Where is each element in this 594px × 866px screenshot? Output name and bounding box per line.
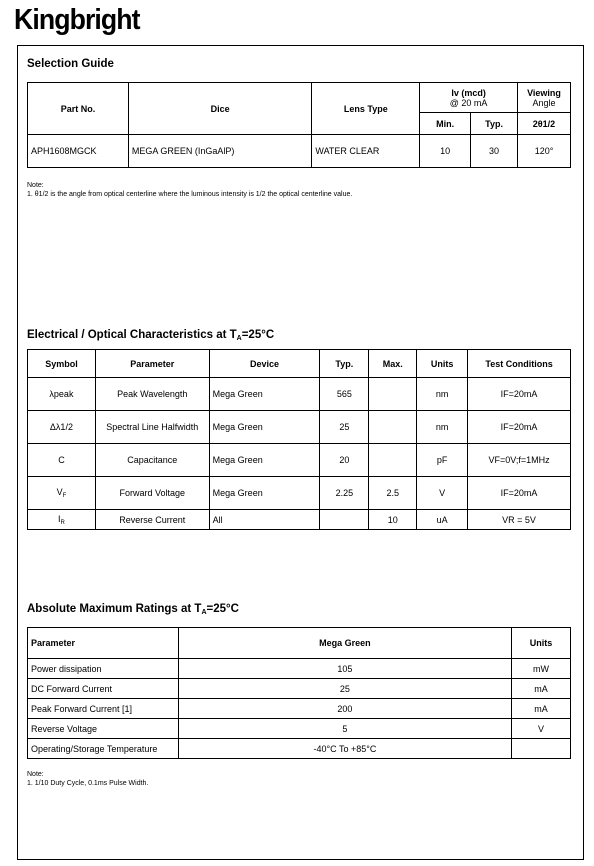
cell-lens: WATER CLEAR <box>312 135 420 168</box>
cell-parameter: Peak Wavelength <box>95 378 209 411</box>
cell-units: mW <box>512 659 571 679</box>
cell-conditions: VF=0V;f=1MHz <box>468 444 571 477</box>
cell-symbol: C <box>28 444 96 477</box>
header-lens-type: Lens Type <box>312 83 420 135</box>
electrical-title-sub: A <box>236 335 242 342</box>
header-test-conditions: Test Conditions <box>468 350 571 378</box>
cell-parameter: DC Forward Current <box>28 679 179 699</box>
absolute-title-tail: =25°C <box>206 603 239 615</box>
header-theta: 2θ1/2 <box>518 113 571 135</box>
cell-conditions: VR = 5V <box>468 510 571 530</box>
table-row <box>28 679 571 699</box>
table-row <box>28 510 571 530</box>
cell-max <box>369 378 417 411</box>
cell-typ <box>320 510 369 530</box>
absolute-ratings-table <box>27 627 571 759</box>
table-row <box>28 378 571 411</box>
cell-conditions: IF=20mA <box>468 477 571 510</box>
symbol-sub: F <box>62 493 67 499</box>
cell-symbol: Δλ1/2 <box>28 411 96 444</box>
cell-parameter: Spectral Line Halfwidth <box>95 411 209 444</box>
cell-parameter: Capacitance <box>95 444 209 477</box>
cell-value: 25 <box>178 679 511 699</box>
table-row <box>28 699 571 719</box>
cell-value: -40°C To +85°C <box>178 739 511 759</box>
cell-value: 105 <box>178 659 511 679</box>
electrical-title <box>27 329 274 342</box>
cell-units <box>512 739 571 759</box>
absolute-note-text: 1. 1/10 Duty Cycle, 0.1ms Pulse Width. <box>27 780 149 787</box>
cell-conditions: IF=20mA <box>468 378 571 411</box>
table-row <box>28 411 571 444</box>
cell-max: 10 <box>369 510 417 530</box>
table-row <box>28 719 571 739</box>
cell-parameter: Operating/Storage Temperature <box>28 739 179 759</box>
cell-parameter: Power dissipation <box>28 659 179 679</box>
electrical-title-main: Electrical / Optical Characteristics at T <box>27 329 237 341</box>
header-part-no: Part No. <box>28 83 129 135</box>
cell-device: All <box>209 510 320 530</box>
table-row <box>28 739 571 759</box>
header-iv <box>420 83 518 113</box>
cell-min: 10 <box>420 135 471 168</box>
header-units: Units <box>417 350 468 378</box>
header-iv-label: Iv (mcd) <box>451 87 486 98</box>
cell-conditions: IF=20mA <box>468 411 571 444</box>
cell-symbol: λpeak <box>28 378 96 411</box>
absolute-title-sub: A <box>201 609 207 616</box>
cell-angle: 120° <box>518 135 571 168</box>
header-typ: Typ. <box>320 350 369 378</box>
header-min: Min. <box>420 113 471 135</box>
header-viewing-label: Viewing <box>527 87 561 98</box>
header-typ: Typ. <box>471 113 518 135</box>
cell-parameter: Forward Voltage <box>95 477 209 510</box>
cell-parameter: Reverse Current <box>95 510 209 530</box>
header-parameter: Parameter <box>95 350 209 378</box>
brand-logo: Kingbright <box>14 4 140 36</box>
cell-symbol <box>28 477 96 510</box>
cell-units: mA <box>512 699 571 719</box>
cell-value: 5 <box>178 719 511 739</box>
cell-units: V <box>417 477 468 510</box>
cell-typ: 2.25 <box>320 477 369 510</box>
cell-typ: 20 <box>320 444 369 477</box>
symbol-sub: R <box>60 519 65 526</box>
cell-max <box>369 444 417 477</box>
cell-device: Mega Green <box>209 444 320 477</box>
cell-units: V <box>512 719 571 739</box>
cell-units: uA <box>417 510 468 530</box>
cell-max: 2.5 <box>369 477 417 510</box>
cell-device: Mega Green <box>209 411 320 444</box>
absolute-note-label: Note: <box>27 771 44 778</box>
cell-units: mA <box>512 679 571 699</box>
cell-typ: 565 <box>320 378 369 411</box>
electrical-table <box>27 349 571 530</box>
header-units: Units <box>512 628 571 659</box>
header-parameter: Parameter <box>28 628 179 659</box>
absolute-title <box>27 603 239 616</box>
table-row <box>28 477 571 510</box>
cell-part-no: APH1608MGCK <box>28 135 129 168</box>
cell-device: Mega Green <box>209 477 320 510</box>
header-iv-condition: @ 20 mA <box>449 97 488 108</box>
header-angle-label: Angle <box>532 97 556 108</box>
header-symbol: Symbol <box>28 350 96 378</box>
symbol-main: V <box>56 487 63 497</box>
absolute-title-main: Absolute Maximum Ratings at T <box>27 603 202 615</box>
cell-value: 200 <box>178 699 511 719</box>
cell-typ: 25 <box>320 411 369 444</box>
cell-dice: MEGA GREEN (InGaAlP) <box>128 135 312 168</box>
cell-units: nm <box>417 378 468 411</box>
cell-max <box>369 411 417 444</box>
table-row <box>28 659 571 679</box>
symbol-main: I <box>58 513 61 524</box>
selection-note-text: 1. θ1/2 is the angle from optical centerline where the luminous intensity is 1/2 the optical centerline value. <box>27 191 353 198</box>
cell-parameter: Peak Forward Current [1] <box>28 699 179 719</box>
cell-units: pF <box>417 444 468 477</box>
header-viewing <box>518 83 571 113</box>
cell-units: nm <box>417 411 468 444</box>
selection-guide-title: Selection Guide <box>27 58 114 70</box>
absolute-note <box>27 770 148 788</box>
cell-typ: 30 <box>471 135 518 168</box>
header-mega-green: Mega Green <box>178 628 511 659</box>
electrical-title-tail: =25°C <box>241 329 275 341</box>
header-max: Max. <box>369 350 417 378</box>
header-device: Device <box>209 350 320 378</box>
cell-symbol <box>28 510 96 530</box>
table-row <box>28 444 571 477</box>
selection-note <box>27 181 352 199</box>
header-dice: Dice <box>128 83 312 135</box>
selection-guide-table <box>27 82 571 168</box>
cell-parameter: Reverse Voltage <box>28 719 179 739</box>
selection-note-label: Note: <box>27 182 44 189</box>
cell-device: Mega Green <box>209 378 320 411</box>
